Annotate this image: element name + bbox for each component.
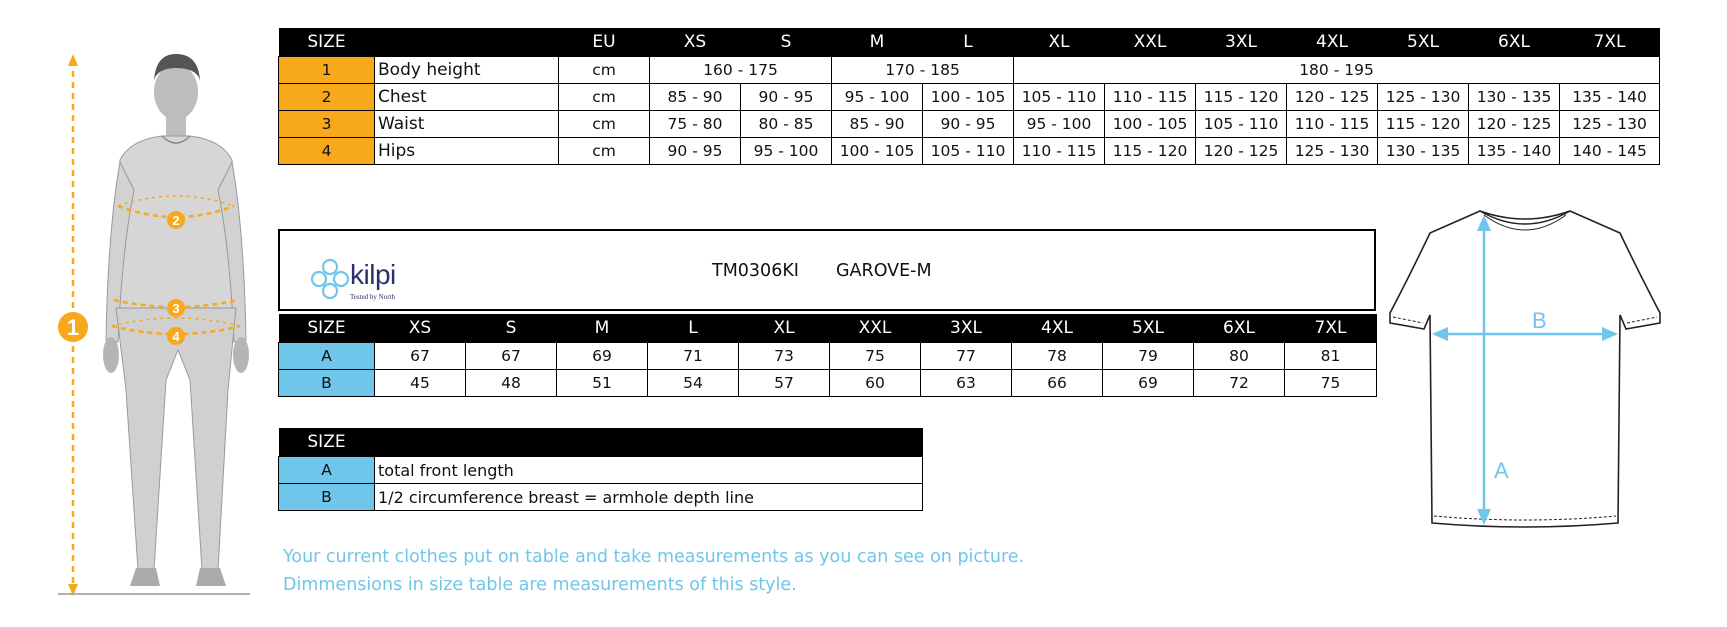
header-cell: SIZE	[279, 314, 375, 343]
tshirt-diagram	[1380, 205, 1670, 535]
value-cell: 67	[375, 343, 466, 370]
value-cell: 81	[1285, 343, 1377, 370]
table-row	[279, 343, 1377, 370]
value-cell: 57	[739, 370, 830, 397]
row-number: 3	[279, 111, 375, 138]
value-cell: 95 - 100	[832, 84, 923, 111]
value-cell: 135 - 140	[1560, 84, 1660, 111]
unit-cell: cm	[559, 84, 650, 111]
header-cell: M	[557, 314, 648, 343]
value-cell: 115 - 120	[1105, 138, 1196, 165]
value-cell: 72	[1194, 370, 1285, 397]
table-header-row	[279, 28, 1660, 57]
value-cell: 120 - 125	[1469, 111, 1560, 138]
row-label: B	[279, 370, 375, 397]
unit-cell: cm	[559, 57, 650, 84]
value-cell: 66	[1012, 370, 1103, 397]
table-row	[279, 138, 1660, 165]
value-cell: 48	[466, 370, 557, 397]
row-label: A	[279, 343, 375, 370]
value-cell: 51	[557, 370, 648, 397]
value-cell: 120 - 125	[1287, 84, 1378, 111]
header-cell: XL	[1014, 28, 1105, 57]
value-cell: 90 - 95	[650, 138, 741, 165]
value-cell: 140 - 145	[1560, 138, 1660, 165]
value-cell: 67	[466, 343, 557, 370]
header-cell: L	[923, 28, 1014, 57]
marker-4	[167, 327, 185, 345]
value-cell: 90 - 95	[923, 111, 1014, 138]
row-label: Hips	[375, 138, 559, 165]
header-cell: SIZE	[279, 428, 375, 457]
value-cell: 75	[1285, 370, 1377, 397]
header-cell: M	[832, 28, 923, 57]
header-cell: 6XL	[1469, 28, 1560, 57]
header-cell: EU	[559, 28, 650, 57]
value-cell: 105 - 110	[1014, 84, 1105, 111]
garment-size-table	[278, 314, 1377, 397]
header-cell: 7XL	[1560, 28, 1660, 57]
row-description: 1/2 circumference breast = armhole depth line	[375, 484, 923, 511]
unit-cell: cm	[559, 138, 650, 165]
value-cell: 75	[830, 343, 921, 370]
product-code: TM0306KI	[712, 261, 799, 281]
header-cell: 3XL	[921, 314, 1012, 343]
table-header-row	[279, 314, 1377, 343]
value-cell: 54	[648, 370, 739, 397]
value-cell: 110 - 115	[1014, 138, 1105, 165]
value-cell: 105 - 110	[923, 138, 1014, 165]
label-a: A	[1494, 458, 1509, 483]
header-cell	[375, 28, 559, 57]
row-number: 4	[279, 138, 375, 165]
marker-3	[167, 299, 185, 317]
value-cell: 115 - 120	[1196, 84, 1287, 111]
header-cell: 4XL	[1287, 28, 1378, 57]
value-cell: 78	[1012, 343, 1103, 370]
table-row	[279, 370, 1377, 397]
header-cell: 5XL	[1103, 314, 1194, 343]
header-cell: XXL	[1105, 28, 1196, 57]
header-cell: XS	[375, 314, 466, 343]
table-row	[279, 484, 923, 511]
body-size-table	[278, 28, 1660, 165]
svg-text:4: 4	[172, 329, 180, 344]
row-label: A	[279, 457, 375, 484]
row-number: 2	[279, 84, 375, 111]
value-cell: 69	[557, 343, 648, 370]
legend-table	[278, 428, 923, 511]
body-figure	[50, 50, 260, 600]
value-cell: 100 - 105	[1105, 111, 1196, 138]
unit-cell: cm	[559, 111, 650, 138]
row-label: Waist	[375, 111, 559, 138]
note-line-2: Dimmensions in size table are measurements of this style.	[283, 575, 797, 595]
value-cell: 130 - 135	[1469, 84, 1560, 111]
table-header-row	[279, 428, 923, 457]
brand-name: kilpi	[350, 259, 396, 290]
value-cell: 60	[830, 370, 921, 397]
header-cell: L	[648, 314, 739, 343]
range-cell: 160 - 175	[650, 57, 832, 84]
value-cell: 73	[739, 343, 830, 370]
value-cell: 80	[1194, 343, 1285, 370]
brand-tagline: Tested by North	[350, 293, 396, 301]
svg-text:2: 2	[172, 213, 180, 228]
header-cell: 4XL	[1012, 314, 1103, 343]
header-cell: 5XL	[1378, 28, 1469, 57]
row-description: total front length	[375, 457, 923, 484]
value-cell: 120 - 125	[1196, 138, 1287, 165]
value-cell: 135 - 140	[1469, 138, 1560, 165]
header-cell: 3XL	[1196, 28, 1287, 57]
svg-text:3: 3	[172, 301, 180, 316]
header-cell: 6XL	[1194, 314, 1285, 343]
value-cell: 110 - 115	[1287, 111, 1378, 138]
row-label: Body height	[375, 57, 559, 84]
row-label: Chest	[375, 84, 559, 111]
value-cell: 125 - 130	[1378, 84, 1469, 111]
value-cell: 110 - 115	[1105, 84, 1196, 111]
value-cell: 95 - 100	[741, 138, 832, 165]
value-cell: 85 - 90	[832, 111, 923, 138]
value-cell: 63	[921, 370, 1012, 397]
header-cell: XL	[739, 314, 830, 343]
value-cell: 90 - 95	[741, 84, 832, 111]
value-cell: 69	[1103, 370, 1194, 397]
value-cell: 115 - 120	[1378, 111, 1469, 138]
product-header	[278, 229, 1376, 311]
kilpi-logo-icon	[310, 258, 350, 300]
marker-1	[58, 312, 88, 342]
value-cell: 100 - 105	[832, 138, 923, 165]
value-cell: 85 - 90	[650, 84, 741, 111]
table-row	[279, 57, 1660, 84]
header-cell: S	[741, 28, 832, 57]
value-cell: 130 - 135	[1378, 138, 1469, 165]
value-cell: 77	[921, 343, 1012, 370]
note-line-1: Your current clothes put on table and take measurements as you can see on picture.	[283, 547, 1025, 567]
value-cell: 79	[1103, 343, 1194, 370]
table-row	[279, 457, 923, 484]
marker-2	[167, 211, 185, 229]
header-cell: XXL	[830, 314, 921, 343]
header-cell: 7XL	[1285, 314, 1377, 343]
range-cell: 170 - 185	[832, 57, 1014, 84]
value-cell: 80 - 85	[741, 111, 832, 138]
value-cell: 45	[375, 370, 466, 397]
header-cell: S	[466, 314, 557, 343]
value-cell: 125 - 130	[1560, 111, 1660, 138]
product-name: GAROVE-M	[836, 261, 932, 281]
row-label: B	[279, 484, 375, 511]
value-cell: 105 - 110	[1196, 111, 1287, 138]
header-cell: XS	[650, 28, 741, 57]
label-b: B	[1532, 308, 1547, 333]
header-cell	[375, 428, 923, 457]
header-cell: SIZE	[279, 28, 375, 57]
value-cell: 71	[648, 343, 739, 370]
value-cell: 125 - 130	[1287, 138, 1378, 165]
row-number: 1	[279, 57, 375, 84]
svg-text:1: 1	[66, 315, 80, 340]
value-cell: 100 - 105	[923, 84, 1014, 111]
range-cell: 180 - 195	[1014, 57, 1660, 84]
value-cell: 75 - 80	[650, 111, 741, 138]
table-row	[279, 84, 1660, 111]
table-row	[279, 111, 1660, 138]
value-cell: 95 - 100	[1014, 111, 1105, 138]
